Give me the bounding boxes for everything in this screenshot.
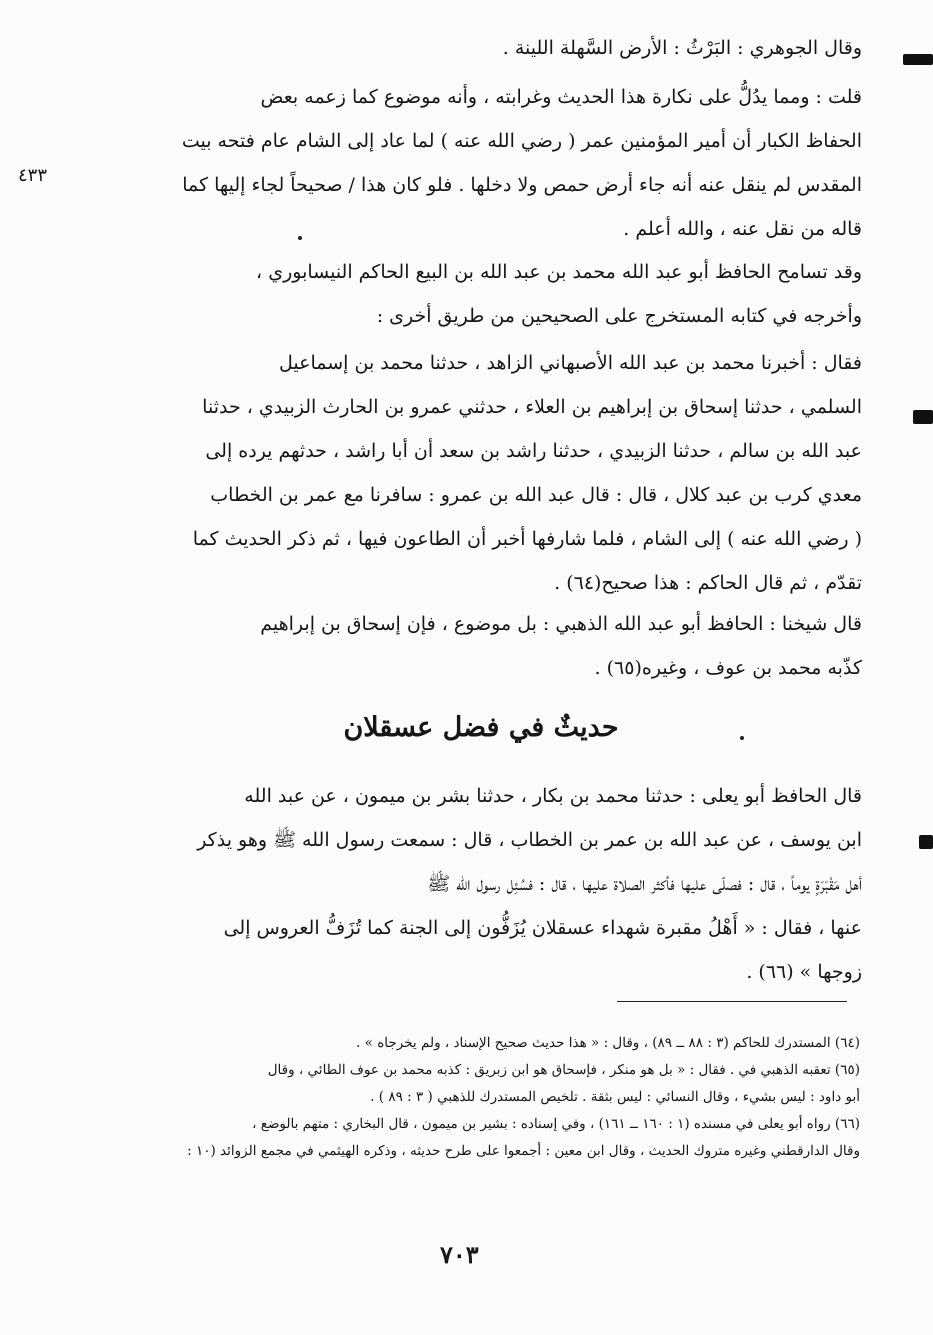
text-line: الحفاظ الكبار أن أمير المؤمنين عمر ( رضي الله عنه ) لما عاد إلى الشام عام فتحه بيت <box>181 130 862 152</box>
text-line: السلمي ، حدثنا إسحاق بن إبراهيم بن العلاء ، حدثني عمرو بن الحارث الزبيدي ، حدثنا <box>202 396 862 418</box>
paragraph-dhahabi <box>100 602 862 690</box>
footnotes <box>90 1030 860 1165</box>
text-line: وأخرجه في كتابه المستخرج على الصحيحين من طريق أخرى : <box>376 305 862 327</box>
footnote-66: (٦٦) رواه أبو يعلى في مسنده (١ : ١٦٠ ــ ١٦١) ، وفي إسناده : بشير بن ميمون ، قال البخاري : متهم بالوضع ، <box>252 1116 860 1132</box>
text-line: أهل مَقْبَرَةٍ يوماً ، قال : فصلّى عليها فأكثر الصلاة عليها ، قال : فسُئِل رسول الله ﷺ <box>427 873 862 895</box>
text-line: تقدّم ، ثم قال الحاكم : هذا صحيح(٦٤) . <box>554 572 862 594</box>
text-line: زوجها » (٦٦) . <box>746 961 862 983</box>
text-line: ( رضي الله عنه ) إلى الشام ، فلما شارفها أخبر أن الطاعون فيها ، ثم ذكر الحديث كما <box>192 528 862 550</box>
scan-mark <box>919 835 933 849</box>
text-line: قاله من نقل عنه ، والله أعلم . <box>623 218 862 240</box>
footnote-65-cont: أبو داود : ليس بشيء ، وقال النسائي : ليس بثقة . تلخيص المستدرك للذهبي ( ٣ : ٨٩ ) . <box>370 1089 860 1105</box>
scan-mark <box>903 54 933 65</box>
paragraph-isnad <box>100 341 862 605</box>
footnote-65: (٦٥) تعقبه الذهبي في . فقال : « بل هو منكر ، فإسحاق هو ابن زبريق : كذبه محمد بن عوف الطائي ، وقال <box>267 1062 860 1078</box>
text-line: وقد تسامح الحافظ أبو عبد الله محمد بن عبد الله بن البيع الحاكم النيسابوري ، <box>256 261 862 283</box>
page-number: ٧٠٣ <box>440 1240 479 1269</box>
paragraph-comment <box>100 75 862 251</box>
footnote-66-cont: وقال الدارقطني وغيره متروك الحديث ، وقال ابن معين : أجمعوا على طرح حديثه ، وذكره الهيثمي في مجمع الزوائد (١٠ : <box>187 1143 860 1159</box>
text-line: عنها ، فقال : « أَهْلُ مقبرة شهداء عسقلان يُزَفُّون إلى الجنة كما تُزَفُّ العروس إلى <box>223 917 862 939</box>
text-line: عبد الله بن سالم ، حدثنا الزبيدي ، حدثنا راشد بن سعد أن أبا راشد ، حدثهم يرده إلى <box>205 440 862 462</box>
footnote-divider <box>617 1001 847 1002</box>
scan-mark <box>913 410 933 424</box>
text-line: معدي كرب بن عبد كلال ، قال : قال عبد الله بن عمرو : سافرنا مع عمر بن الخطاب <box>210 484 862 506</box>
section-heading: حديثٌ في فضل عسقلان <box>343 712 619 743</box>
text-line: وقال الجوهري : البَرْثُ : الأرض السَّهلة اللينة . <box>502 37 862 59</box>
text-line: فقال : أخبرنا محمد بن عبد الله الأصبهاني الزاهد ، حدثنا محمد بن إسماعيل <box>279 352 862 374</box>
text-line: كذّبه محمد بن عوف ، وغيره(٦٥) . <box>594 657 862 679</box>
paragraph-hakim <box>100 250 862 338</box>
text-line: المقدس لم ينقل عنه أنه جاء أرض حمص ولا دخلها . فلو كان هذا / صحيحاً لجاء إليها كما <box>182 174 862 196</box>
footnote-64: (٦٤) المستدرك للحاكم (٣ : ٨٨ ــ ٨٩) ، وقال : « هذا حديث صحيح الإسناد ، ولم يخرجاه » . <box>356 1035 860 1051</box>
text-line: ابن يوسف ، عن عبد الله بن عمر بن الخطاب ، قال : سمعت رسول الله ﷺ وهو يذكر <box>197 829 862 851</box>
paragraph-hadith-asqalan <box>100 774 862 994</box>
margin-page-reference: ٤٣٣ <box>18 165 48 186</box>
paragraph-definition <box>100 26 862 70</box>
text-line: قال شيخنا : الحافظ أبو عبد الله الذهبي : بل موضوع ، فإن إسحاق بن إبراهيم <box>260 613 862 635</box>
text-line: قلت : ومما يدُلُّ على نكارة هذا الحديث وغرابته ، وأنه موضوع كما زعمه بعض <box>260 86 862 108</box>
text-line: قال الحافظ أبو يعلى : حدثنا محمد بن بكار ، حدثنا بشر بن ميمون ، عن عبد الله <box>244 785 862 807</box>
